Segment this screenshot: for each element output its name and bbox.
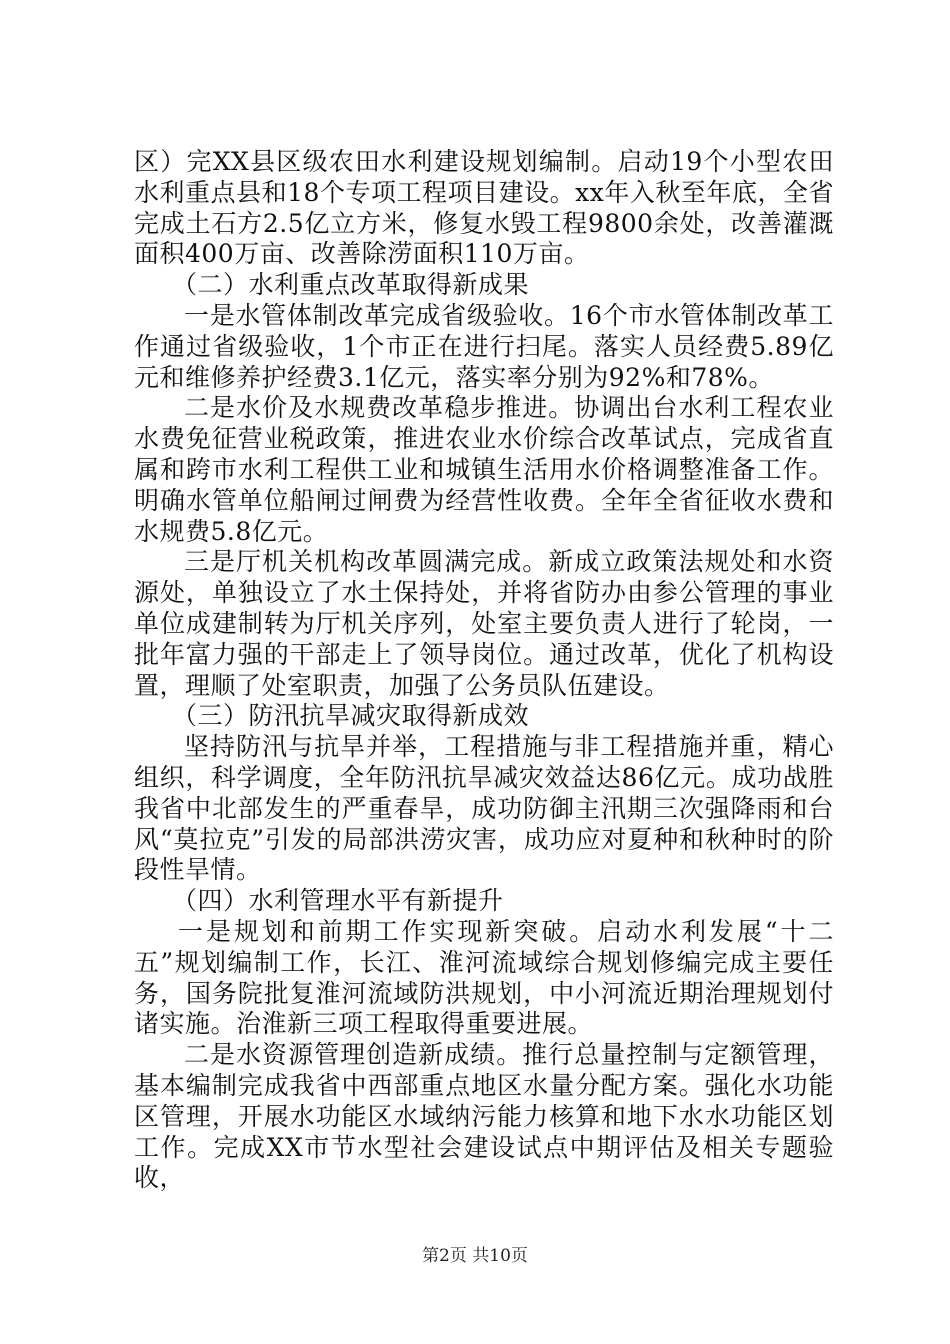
- paragraph-planning: 一是规划和前期工作实现新突破。启动水利发展“十二五”规划编制工作，长江、淮河流域综合规划修编完成主要任务，国务院批复淮河流域防洪规划，中小河流近期治理规划付诸实施。治淮新三项工程取得重要进展。: [134, 916, 834, 1039]
- page-number-footer: 第2页 共10页: [422, 1246, 528, 1266]
- section-heading-2: （二）水利重点改革取得新成果: [172, 270, 530, 300]
- section-heading-4: （四）水利管理水平有新提升: [172, 886, 504, 916]
- paragraph-water-resources: 二是水资源管理创造新成绩。推行总量控制与定额管理，基本编制完成我省中西部重点地区水量分配方案。强化水功能区管理，开展水功能区水域纳污能力核算和地下水水功能区划工作。完成XX市节水型社会建设试点中期评估及相关专题验收，: [134, 1040, 834, 1193]
- paragraph-continuation: 区）完XX县区级农田水利建设规划编制。启动19个小型农田水利重点县和18个专项工程项目建设。xx年入秋至年底，全省完成土石方2.5亿立方米，修复水毁工程9800余处，改善灌溉面积400万亩、改善除涝面积110万亩。: [134, 147, 834, 269]
- paragraph-flood-drought: 坚持防汛与抗旱并举，工程措施与非工程措施并重，精心组织，科学调度，全年防汛抗旱减灾效益达86亿元。成功战胜我省中北部发生的严重春旱，成功防御主汛期三次强降雨和台风“莫拉克”引发的局部洪涝灾害，成功应对夏种和秋种时的阶段性旱情。: [134, 732, 834, 885]
- paragraph-institution-reform: 三是厅机关机构改革圆满完成。新成立政策法规处和水资源处，单独设立了水土保持处，并将省防办由参公管理的事业单位成建制转为厅机关序列，处室主要负责人进行了轮岗，一批年富力强的干部走上了领导岗位。通过改革，优化了机构设置，理顺了处室职责，加强了公务员队伍建设。: [134, 547, 834, 700]
- paragraph-water-management-reform: 一是水管体制改革完成省级验收。16个市水管体制改革工作通过省级验收，1个市正在进行扫尾。落实人员经费5.89亿元和维修养护经费3.1亿元，落实率分别为92%和78%。: [134, 300, 834, 392]
- paragraph-water-price-reform: 二是水价及水规费改革稳步推进。协调出台水利工程农业水费免征营业税政策，推进农业水价综合改革试点，完成省直属和跨市水利工程供工业和城镇生活用水价格调整准备工作。明确水管单位船闸过闸费为经营性收费。全年全省征收水费和水规费5.8亿元。: [134, 393, 834, 546]
- document-body: [134, 147, 834, 1194]
- section-heading-3: （三）防汛抗旱减灾取得新成效: [172, 701, 530, 731]
